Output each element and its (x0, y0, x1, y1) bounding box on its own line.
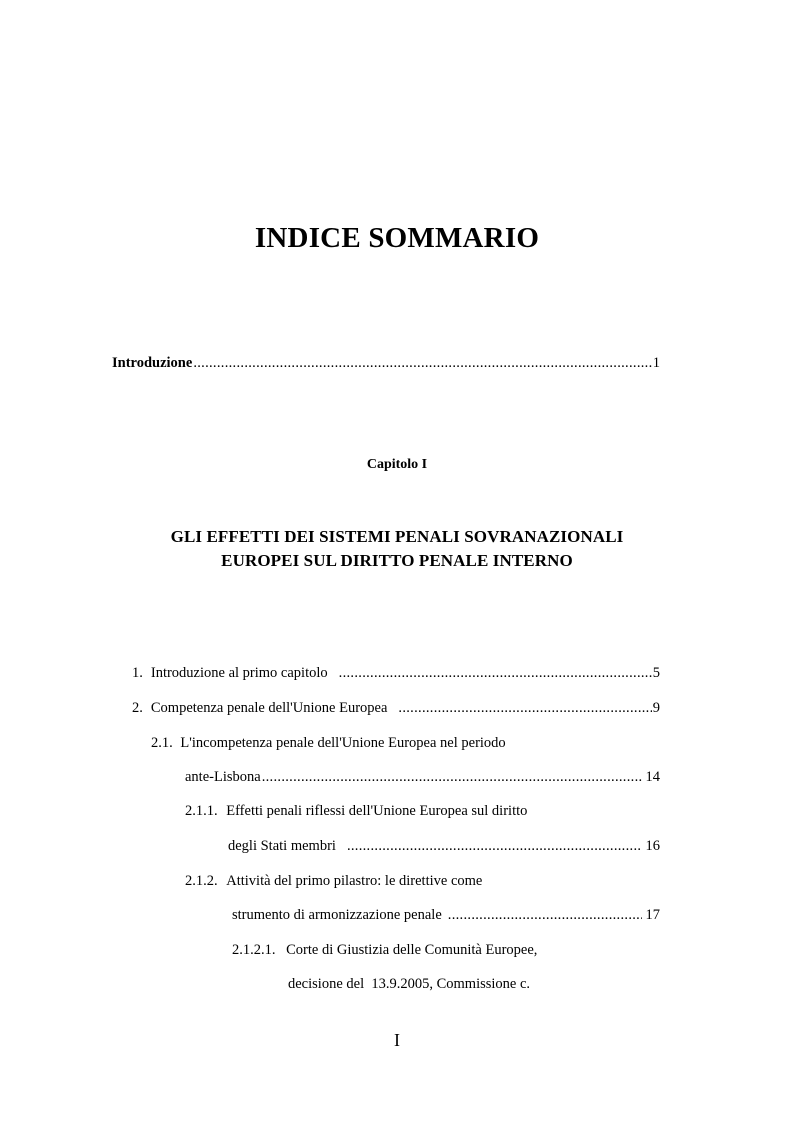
toc-entry-2-1-1-line2[interactable] (228, 836, 660, 856)
toc-entry-label-continued: strumento di armonizzazione penale (232, 907, 442, 923)
toc-page-number: 16 (645, 838, 660, 854)
toc-entry-2-1-line1[interactable] (151, 733, 506, 753)
dot-leader (193, 353, 651, 373)
toc-entry-label-continued: ante-Lisbona (185, 769, 261, 785)
toc-entry-number: 2.1.2. (185, 873, 218, 889)
toc-entry-1[interactable] (132, 663, 660, 683)
chapter-title-line2: EUROPEI SUL DIRITTO PENALE INTERNO (221, 551, 573, 570)
toc-entry-number: 1. (132, 665, 143, 681)
dot-leader (347, 836, 642, 856)
toc-page-number: 14 (645, 769, 660, 785)
toc-entry-2-1-1-line1[interactable] (185, 801, 527, 821)
chapter-title-line1: GLI EFFETTI DEI SISTEMI PENALI SOVRANAZIONALI (170, 527, 624, 546)
dot-leader (339, 663, 652, 683)
toc-entry-2-1-2-line2[interactable] (232, 905, 660, 925)
dot-leader (448, 905, 642, 925)
toc-entry-2-1-2-1-line1[interactable] (232, 940, 537, 960)
toc-entry-2-1-2-1-line2[interactable] (288, 974, 530, 994)
page-number: I (394, 1030, 400, 1050)
toc-entry-number: 2. (132, 700, 143, 716)
toc-entry-label: Competenza penale dell'Unione Europea (150, 700, 388, 716)
toc-entry-2-1-2-line1[interactable] (185, 871, 482, 891)
toc-page-number: 17 (645, 907, 660, 923)
toc-page-number: 1 (652, 355, 660, 371)
chapter-number: Capitolo I (366, 457, 428, 472)
toc-entry-label-continued: degli Stati membri (228, 838, 336, 854)
toc-entry-number: 2.1. (151, 735, 173, 751)
toc-entry-2-1-line2[interactable] (185, 767, 660, 787)
toc-page-number: 5 (652, 665, 660, 681)
toc-entry-label: Effetti penali riflessi dell'Unione Europea sul diritto (226, 803, 528, 819)
toc-entry-number: 2.1.1. (185, 803, 218, 819)
toc-entry-label: Introduzione (112, 355, 193, 371)
dot-leader (262, 767, 642, 787)
toc-entry-label: Attività del primo pilastro: le direttive come (226, 873, 483, 889)
toc-entry-label: L'incompetenza penale dell'Unione Europea nel periodo (180, 735, 506, 751)
toc-entry-label-continued: decisione del 13.9.2005, Commissione c. (288, 976, 531, 992)
toc-entry-introduzione[interactable] (112, 353, 660, 373)
toc-entry-number: 2.1.2.1. (232, 942, 276, 958)
toc-entry-label: Corte di Giustizia delle Comunità Europee, (286, 942, 538, 958)
page-title: INDICE SOMMARIO (254, 222, 540, 254)
toc-entry-label: Introduzione al primo capitolo (150, 665, 328, 681)
toc-entry-2[interactable] (132, 698, 660, 718)
dot-leader (398, 698, 651, 718)
toc-page-number: 9 (652, 700, 660, 716)
